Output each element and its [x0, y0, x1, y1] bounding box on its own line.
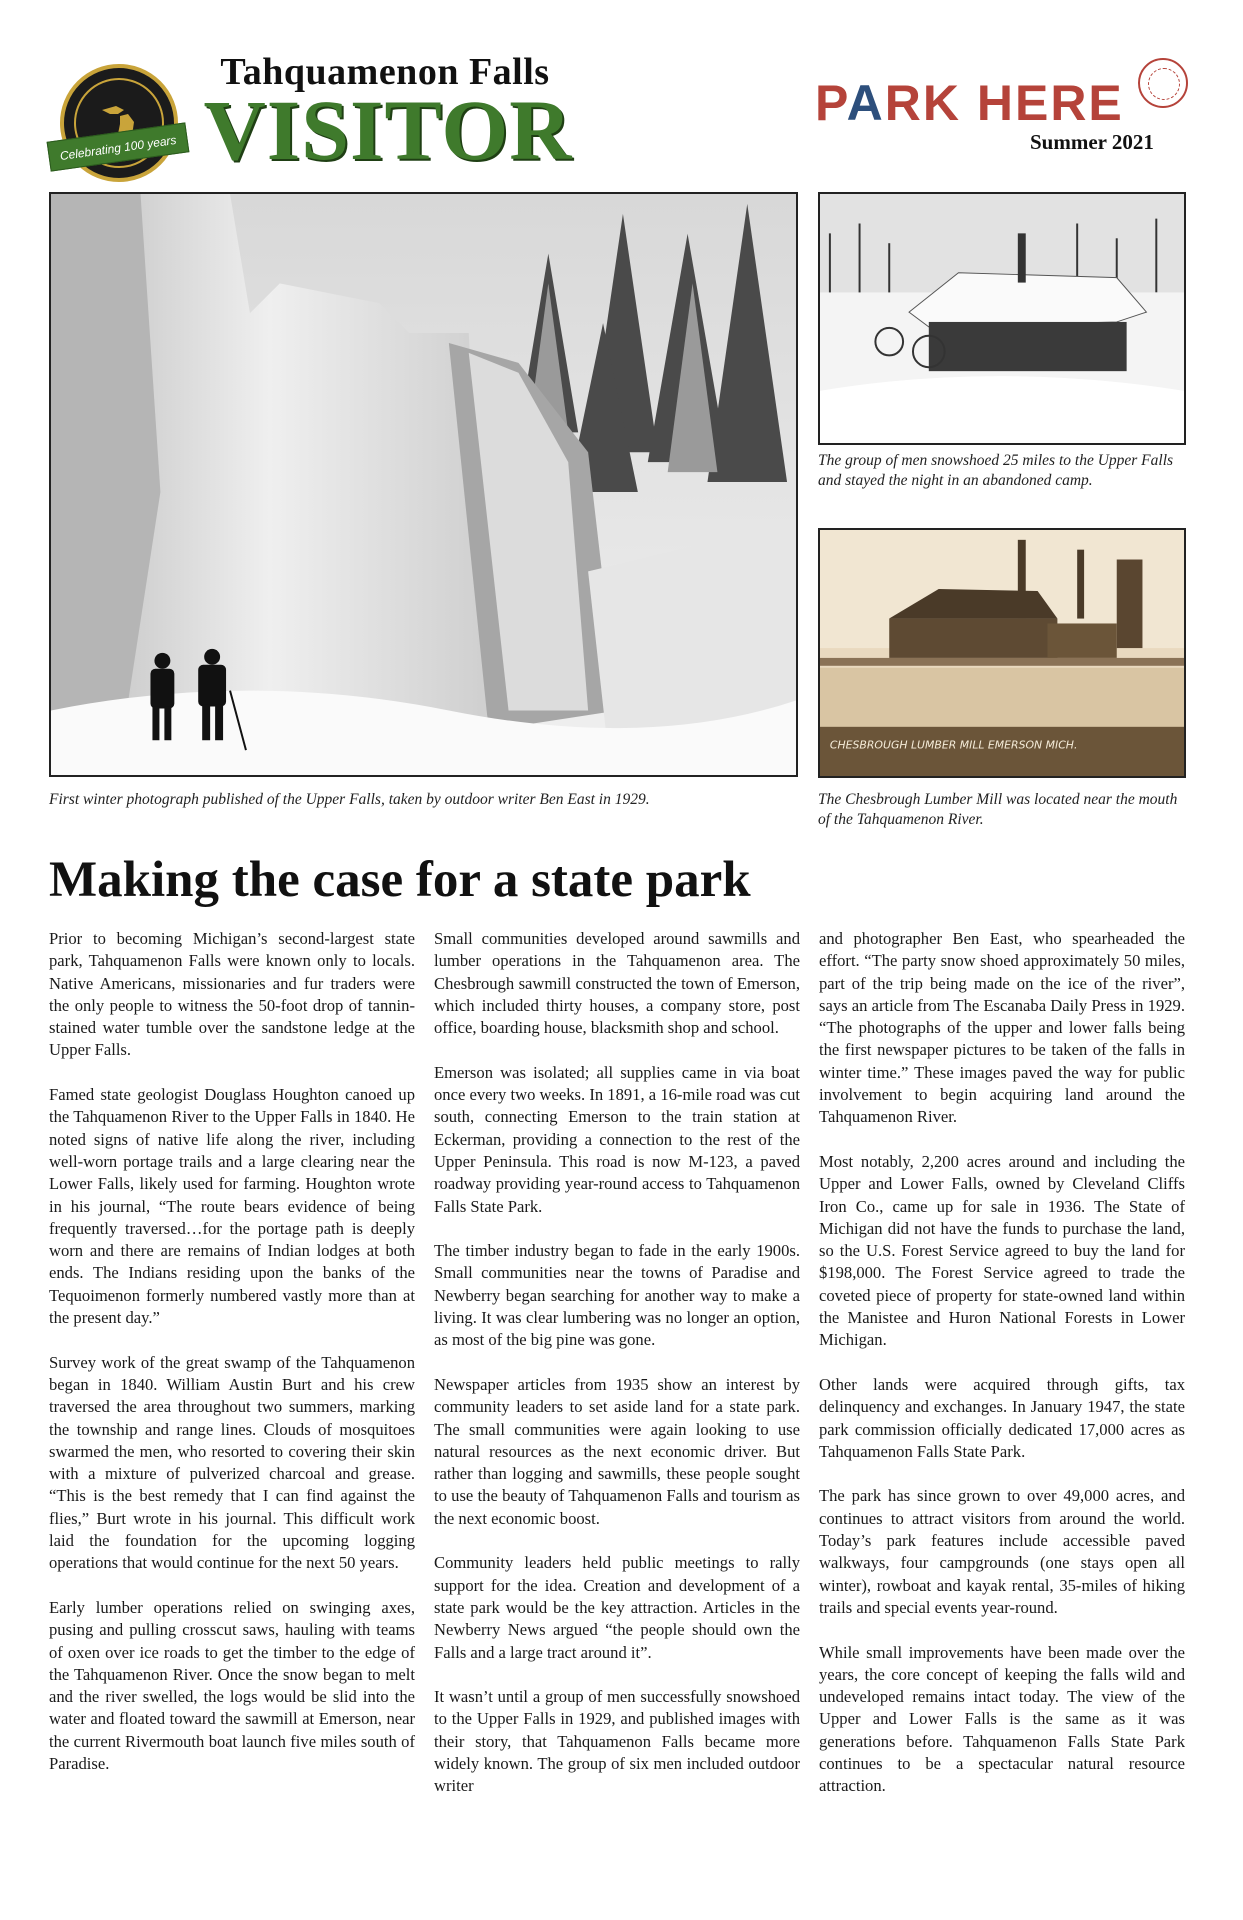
paragraph: Other lands were acquired through gifts, tax delinquency and exchanges. In January 1947, the state park commission officially dedicated 17,000 acres as Tahquamenon Falls State Park.	[819, 1374, 1185, 1461]
centennial-ribbon: Celebrating 100 years	[47, 122, 190, 171]
article-column-2	[434, 928, 800, 1820]
article-column-1	[49, 928, 415, 1798]
mill-photo-caption: The Chesbrough Lumber Mill was located near the mouth of the Tahquamenon River.	[818, 791, 1178, 828]
chesbrough-lumber-mill-photo	[818, 528, 1186, 778]
park-here-logo	[815, 76, 1124, 130]
article-headline: Making the case for a state park	[49, 852, 751, 908]
paragraph: Emerson was isolated; all supplies came in via boat once every two weeks. In 1891, a 16-mile road was cut south, connecting Emerson to the train station at Eckerman, providing a connection to the rest of the Upper Peninsula. This road is now M-123, a paved roadway providing year-round access to Tahquamenon Falls State Park.	[434, 1062, 800, 1216]
centennial-stamp-icon	[1138, 58, 1188, 108]
issue-season: Summer 2021	[1030, 130, 1154, 154]
paragraph: The timber industry began to fade in the early 1900s. Small communities near the towns of Paradise and Newberry began searching for another way to make a living. It was clear lumbering was no longer an option, as most of the big pine was gone.	[434, 1241, 800, 1350]
camp-photo-caption: The group of men snowshoed 25 miles to the Upper Falls and stayed the night in an abandoned camp.	[818, 452, 1174, 489]
main-photo-caption: First winter photograph published of the Upper Falls, taken by outdoor writer Ben East in 1929.	[49, 791, 650, 808]
paragraph: Famed state geologist Douglass Houghton canoed up the Tahquamenon River to the Upper Falls in 1840. He noted signs of native life along the river, including well-worn portage trails and a large clearing near the Lower Falls, likely used for farming. Houghton wrote in his journal, “The route bears evidence of being frequently traversed…for the portage path is deeply worn and there are remains of Indian lodges at both ends. The Indians residing upon the banks of the Tequoimenon formerly numbered vastly more than at the present day.”	[49, 1085, 415, 1328]
paragraph: The park has since grown to over 49,000 acres, and continues to attract visitors from around the world. Today’s park features include accessible paved walkways, four campgrounds (one stays open all winter), rowboat and kayak rental, 35-miles of hiking trails and special events year-round.	[819, 1486, 1185, 1617]
paragraph: While small improvements have been made over the years, the core concept of keeping the falls wild and undeveloped remains intact today. The view of the Upper and Lower Falls is the same as it was generations before. Tahquamenon Falls State Park continues to be a spectacular natural resource attraction.	[819, 1642, 1185, 1796]
paragraph: Early lumber operations relied on swinging axes, pusing and pulling crosscut saws, hauling with teams of oxen over ice roads to get the timber to the edge of the Tahquamenon River. Once the snow began to melt and the river swelled, the logs would be slid into the water and floated toward the sawmill at Emerson, near the current Rivermouth boat launch five miles south of Paradise.	[49, 1597, 415, 1773]
paragraph: Survey work of the great swamp of the Tahquamenon began in 1840. William Austin Burt and his crew traversed the area throughout two summers, marking the township and range lines. Clouds of mosquitoes swarmed the men, who resorted to covering their skin with a mixture of pulverized charcoal and grease. “This is the best remedy that I can find against the flies,” Burt wrote in his journal. This difficult work laid the foundation for the upcoming logging operations that would continue for the next 50 years.	[49, 1352, 415, 1573]
paragraph: and photographer Ben East, who spearheaded the effort. “The party snow shoed approximately 50 miles, part of the trip being made on the ice of the river”, says an article from The Escanaba Daily Press in 1929. “The photographs of the upper and lower falls being the first newspaper pictures to be taken of the falls in winter time.” These images paved the way for public involvement to begin acquiring land around the Tahquamenon River.	[819, 929, 1185, 1127]
paragraph: Most notably, 2,200 acres around and including the Upper and Lower Falls, owned by Cleveland Cliffs Iron Co., came up for sale in 1936. The State of Michigan did not have the funds to purchase the land, so the U.S. Forest Service agreed to buy the land for $198,000. The Forest Service agreed to trade the coveted piece of property for state-owned land within the Manistee and Huron National Forests in Lower Michigan.	[819, 1151, 1185, 1350]
abandoned-camp-photo	[818, 192, 1186, 445]
article-column-3	[819, 928, 1185, 1820]
paragraph: Community leaders held public meetings to rally support for the idea. Creation and development of a state park would be the key attraction. Articles in the Newberry News argued “the people should own the Falls and a large tract around it”.	[434, 1553, 800, 1662]
park-here-rest: RK HERE	[884, 75, 1124, 131]
paragraph: Prior to becoming Michigan’s second-largest state park, Tahquamenon Falls were known only to locals. Native Americans, missionaries and fur traders were the only people to witness the 50-foot drop of tannin-stained water tumble over the sandstone ledge at the Upper Falls.	[49, 929, 415, 1060]
park-here-p: P	[815, 75, 847, 131]
paragraph: Small communities developed around sawmills and lumber operations in the Tahquamenon area. The Chesbrough sawmill constructed the town of Emerson, which included thirty houses, a company store, post office, boarding house, blacksmith shop and school.	[434, 929, 800, 1038]
mill-photo-label: CHESBROUGH LUMBER MILL EMERSON MICH.	[829, 738, 1078, 752]
masthead-title-line1: Tahquamenon Falls	[220, 51, 550, 93]
park-here-a: A	[846, 75, 885, 131]
upper-falls-winter-photo	[49, 192, 798, 777]
paragraph: It wasn’t until a group of men successfully snowshoed to the Upper Falls in 1929, and published images with their story, that Tahquamenon Falls became more widely known. The group of six men included outdoor writer	[434, 1687, 800, 1796]
masthead-title-line2: VISITOR	[203, 82, 573, 178]
paragraph: Newspaper articles from 1935 show an interest by community leaders to set aside land for a state park. The small communities were again looking to use natural resources as the next economic driver. But rather than logging and sawmills, these people sought to use the beauty of Tahquamenon Falls and tourism as the next economic boost.	[434, 1374, 800, 1528]
